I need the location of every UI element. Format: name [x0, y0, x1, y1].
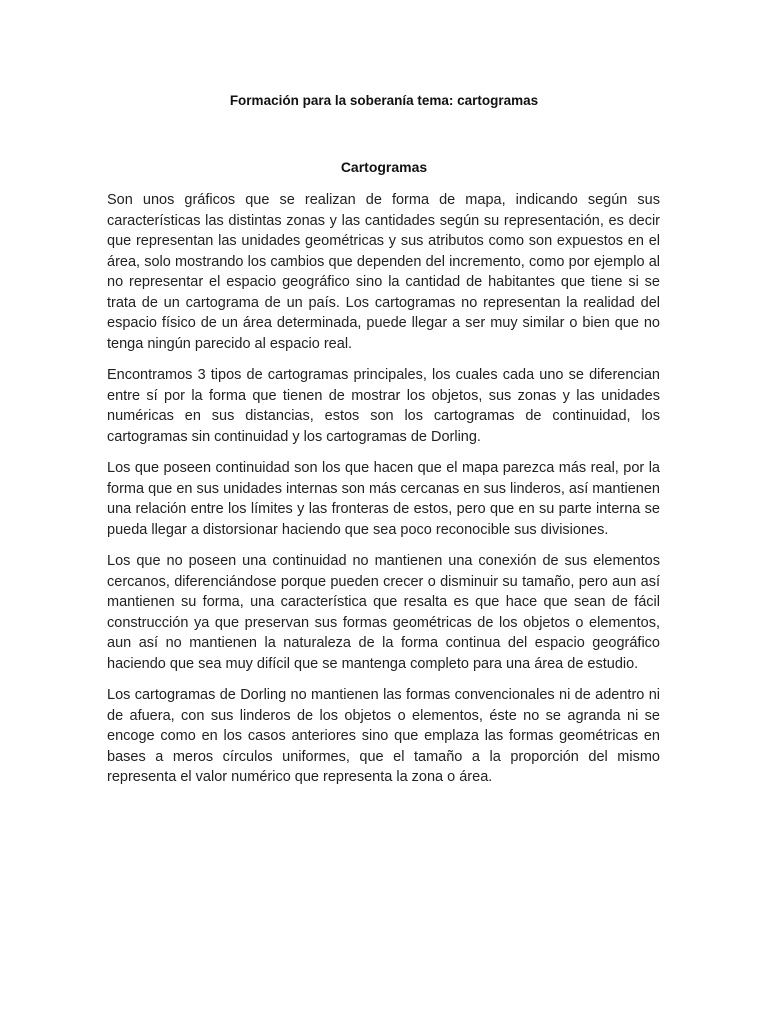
paragraph-types: Encontramos 3 tipos de cartogramas principales, los cuales cada uno se diferencian entre sí por la forma que tienen de mostrar los objetos, sus zonas y las unidades numéricas en sus distancias, estos son los cartogramas de continuidad, los cartogramas sin continuidad y los cartogramas de Dorling.: [107, 367, 660, 445]
paragraph-dorling: Los cartogramas de Dorling no mantienen las formas convencionales ni de adentro ni de afuera, con sus linderos de los objetos o elementos, éste no se agranda ni se encoge como en los casos anteriores sino que emplaza las formas geométricas en bases a meros círculos uniformes, que el tamaño a la proporción del mismo representa el valor numérico que representa la zona o área.: [107, 687, 660, 785]
section-heading: Cartogramas: [340, 159, 428, 175]
paragraph-definition: Son unos gráficos que se realizan de forma de mapa, indicando según sus características las distintas zonas y las cantidades según su representación, es decir que representan las unidades geométricas y sus atributos como son expuestos en el área, solo mostrando los cambios que dependen del incremento, como por ejemplo al no representar el espacio geográfico sino la cantidad de habitantes que tiene si se trata de un cartograma de un país. Los cartogramas no representan la realidad del espacio físico de un área determinada, puede llegar a ser muy similar o bien que no tenga ningún parecido al espacio real.: [107, 192, 660, 352]
paragraph-no-continuity: Los que no poseen una continuidad no mantienen una conexión de sus elementos cercanos, diferenciándose porque pueden crecer o disminuir su tamaño, pero aun así mantienen su forma, una característica que resalta es que hace que sean de fácil construcción ya que preservan sus formas geométricas de los objetos o elementos, aun así no mantienen la naturaleza de la forma continua del espacio geográfico haciendo que sea muy difícil que se mantenga completo para una área de estudio.: [107, 553, 660, 672]
paragraph-continuity: Los que poseen continuidad son los que hacen que el mapa parezca más real, por la forma que en sus unidades internas son más cercanas en sus linderos, así mantienen una relación entre los límites y las fronteras de estos, pero que en su parte interna se pueda llegar a distorsionar haciendo que sea poco reconocible sus divisiones.: [107, 460, 660, 538]
document-body: [107, 190, 660, 799]
document-title: Formación para la soberanía tema: cartogramas: [229, 93, 539, 108]
